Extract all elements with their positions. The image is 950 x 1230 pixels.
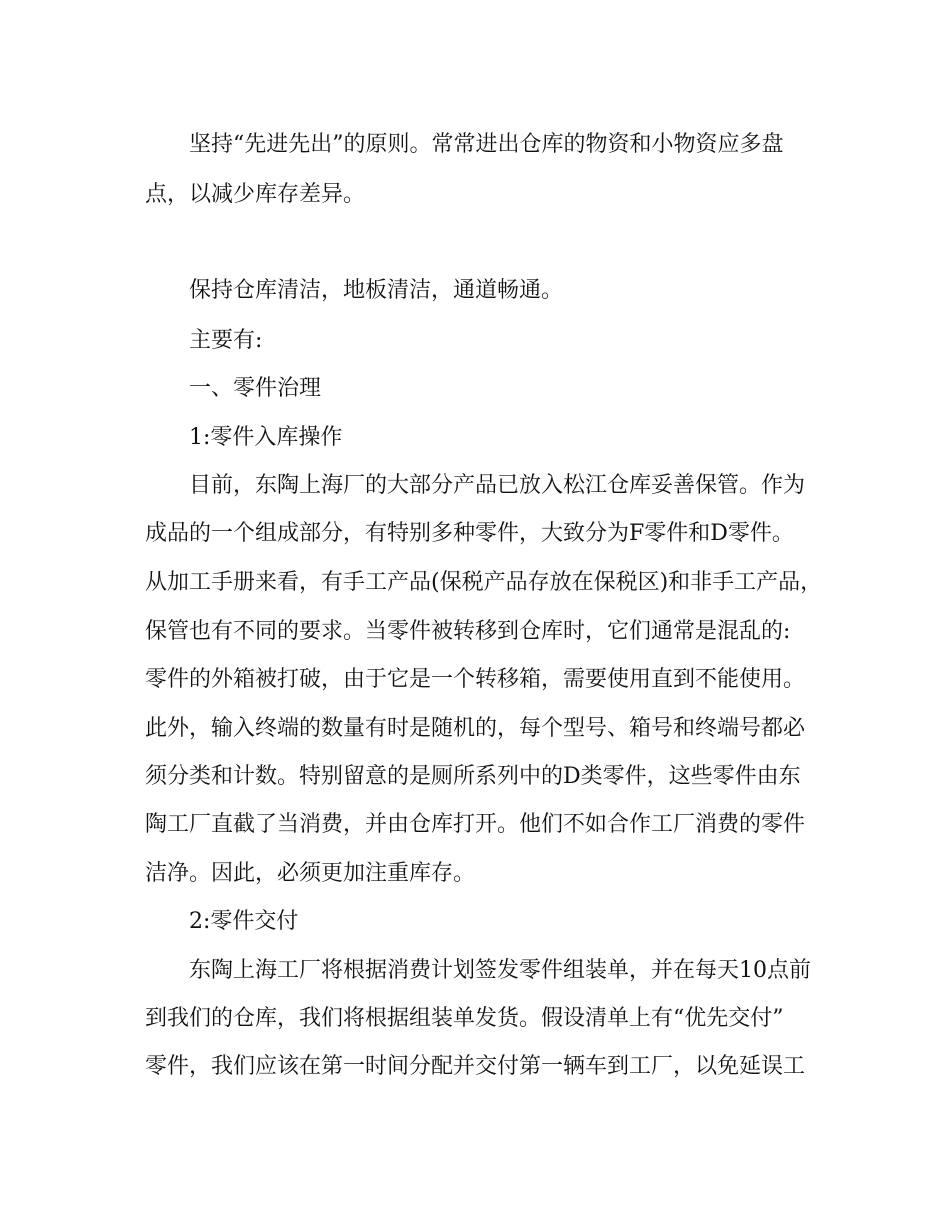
paragraph-line: 东陶上海工厂将根据消费计划签发零件组装单，并在每天10点前 bbox=[189, 958, 811, 983]
paragraph-line: 点，以减少库存差异。 bbox=[145, 182, 366, 207]
paragraph-line: 保管也有不同的要求。当零件被转移到仓库时，它们通常是混乱的: bbox=[145, 619, 791, 644]
paragraph-line: 从加工手册来看，有手工产品(保税产品存放在保税区)和非手工产品， bbox=[145, 570, 823, 595]
paragraph-line: 零件，我们应该在第一时间分配并交付第一辆车到工厂，以免延误工 bbox=[145, 1054, 806, 1079]
subsection-heading: 2:零件交付 bbox=[189, 909, 299, 934]
paragraph-line: 零件的外箱被打破，由于它是一个转移箱，需要使用直到不能使用。 bbox=[145, 667, 806, 692]
paragraph-line: 成品的一个组成部分，有特别多种零件，大致分为F零件和D零件。 bbox=[145, 521, 794, 546]
paragraph-line: 目前，东陶上海厂的大部分产品已放入松江仓库妥善保管。作为 bbox=[189, 473, 806, 498]
paragraph-line: 主要有: bbox=[189, 328, 263, 353]
paragraph-line: 陶工厂直截了当消费，并由仓库打开。他们不如合作工厂消费的零件 bbox=[145, 812, 806, 837]
paragraph-line: 到我们的仓库，我们将根据组装单发货。假设清单上有“优先交付” bbox=[145, 1006, 784, 1031]
paragraph-line: 保持仓库清洁，地板清洁，通道畅通。 bbox=[189, 278, 564, 303]
paragraph-line: 此外，输入终端的数量有时是随机的，每个型号、箱号和终端号都必 bbox=[145, 716, 806, 741]
paragraph-line: 坚持“先进先出”的原则。常常进出仓库的物资和小物资应多盘 bbox=[189, 132, 784, 157]
paragraph-line: 洁净。因此，必须更加注重库存。 bbox=[145, 861, 476, 886]
paragraph-line: 须分类和计数。特别留意的是厕所系列中的D类零件，这些零件由东 bbox=[145, 764, 801, 789]
section-heading: 一、零件治理 bbox=[189, 376, 322, 401]
subsection-heading: 1:零件入库操作 bbox=[189, 425, 343, 450]
